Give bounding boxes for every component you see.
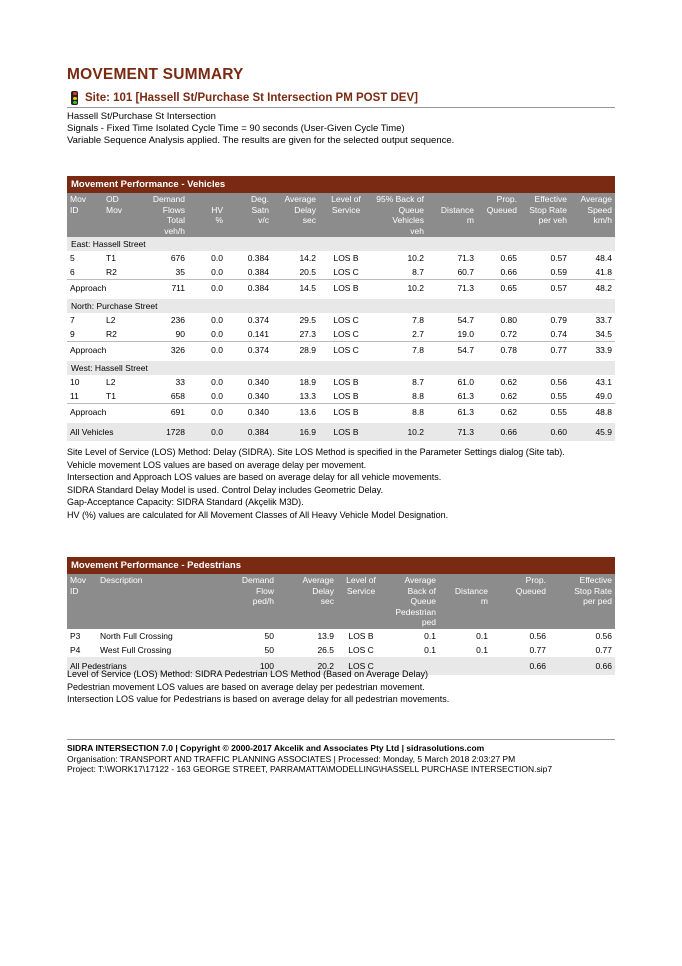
cell: 50 <box>264 630 274 641</box>
cell: 0.0 <box>211 267 223 277</box>
traffic-light-icon <box>71 91 78 105</box>
cell: 10.2 <box>373 280 427 296</box>
table-row <box>67 313 615 327</box>
column-header-line: Prop. <box>496 194 517 204</box>
column-header-line: Mov <box>70 194 87 204</box>
cell: 6 <box>70 267 75 277</box>
cell: Approach <box>67 342 143 358</box>
column-header <box>477 193 520 237</box>
column-header <box>373 193 427 237</box>
cell: 61.3 <box>457 391 474 401</box>
cell: 26.5 <box>317 644 334 655</box>
cell: All Pedestrians <box>67 657 217 675</box>
cell: LOS C <box>319 342 373 358</box>
cell: 0.340 <box>247 391 269 401</box>
column-header <box>319 193 373 237</box>
cell: 90 <box>175 329 185 339</box>
cell: 0.55 <box>550 391 567 401</box>
cell: P4 <box>70 644 81 655</box>
column-header-line: km/h <box>593 215 612 225</box>
note-line: Pedestrian movement LOS values are based on average delay per pedestrian movement. <box>67 681 425 692</box>
cell: LOS C <box>333 315 359 325</box>
cell: 0.66 <box>491 657 549 675</box>
intro-line: Signals - Fixed Time Isolated Cycle Time = 90 seconds (User-Given Cycle Time) <box>67 123 405 134</box>
cell: 0.78 <box>477 342 520 358</box>
cell: 43.1 <box>595 377 612 387</box>
column-header-line: Flow <box>256 585 274 596</box>
column-header-line: ID <box>70 585 79 596</box>
cell: 7.8 <box>373 342 427 358</box>
cell: 33 <box>175 377 185 387</box>
page-title: MOVEMENT SUMMARY <box>67 66 244 83</box>
cell: 49.0 <box>595 391 612 401</box>
cell: 48.4 <box>595 253 612 263</box>
column-header-line: Prop. <box>525 575 546 585</box>
pedestrian-notes <box>67 668 449 706</box>
column-header-line: Mov <box>106 204 123 215</box>
cell: 0.374 <box>247 315 269 325</box>
column-header-line: ped/h <box>252 596 274 606</box>
note-line: HV (%) values are calculated for All Movement Classes of All Heavy Vehicle Model Designation. <box>67 509 449 520</box>
column-header <box>188 193 226 237</box>
cell: 33.7 <box>595 315 612 325</box>
table-row <box>67 327 615 342</box>
cell: 35 <box>175 267 185 277</box>
approach-row <box>67 404 615 420</box>
cell: R2 <box>106 329 117 339</box>
column-header-line: Stop Rate <box>574 585 612 596</box>
footer-project: Project: T:\WORK17\17122 - 163 GEORGE STREET, PARRAMATTA\MODELLING\HASSELL PURCHASE INTERSECTION.sip7 <box>67 764 553 774</box>
note-line: Vehicle movement LOS values are based on average delay per movement. <box>67 459 367 470</box>
column-header-line: per veh <box>538 215 567 225</box>
table-title: Movement Performance - Vehicles <box>67 176 615 193</box>
cell: 0.0 <box>211 391 223 401</box>
cell: 0.66 <box>477 423 520 441</box>
cell: LOS B <box>319 280 373 296</box>
cell: 0.66 <box>549 657 615 675</box>
column-header-line: OD <box>106 194 119 204</box>
cell: 0.0 <box>188 342 226 358</box>
column-header-line <box>191 194 223 205</box>
column-header-line: Level of <box>331 194 361 204</box>
approach-section <box>67 299 615 313</box>
cell: 34.5 <box>595 329 612 339</box>
cell: 0.1 <box>476 630 488 641</box>
footer <box>67 739 615 775</box>
cell: 41.8 <box>595 267 612 277</box>
total-row <box>67 423 615 441</box>
cell: 0.77 <box>520 342 570 358</box>
column-header-line: veh <box>410 225 424 236</box>
cell: 0.74 <box>550 329 567 339</box>
cell: 54.7 <box>457 315 474 325</box>
cell: LOS B <box>348 630 374 641</box>
cell: 5 <box>70 253 75 263</box>
cell: 0.0 <box>211 377 223 387</box>
cell: LOS C <box>333 329 359 339</box>
cell: 14.5 <box>272 280 319 296</box>
column-header-line: 95% Back of Queue <box>376 194 424 215</box>
note-line: Gap-Acceptance Capacity: SIDRA Standard (Akçelik M3D). <box>67 497 304 507</box>
table-header-row <box>67 193 615 237</box>
cell: 0.65 <box>500 253 517 263</box>
cell: 0.72 <box>500 329 517 339</box>
column-header-line: Average <box>284 194 316 204</box>
column-header <box>67 193 103 237</box>
column-header-line: Effective <box>579 575 612 585</box>
table-row <box>67 375 615 389</box>
cell: LOS B <box>333 253 359 263</box>
cell: 29.5 <box>299 315 316 325</box>
approach-section <box>67 237 615 251</box>
column-header-line <box>430 194 474 205</box>
column-header-line: Mov <box>70 575 87 585</box>
cell: 0.66 <box>500 267 517 277</box>
cell: 0.384 <box>226 280 272 296</box>
cell: All Vehicles <box>67 423 143 441</box>
cell: 61.3 <box>427 404 477 420</box>
cell: LOS B <box>319 423 373 441</box>
column-header <box>272 193 319 237</box>
column-header-line: sec <box>320 596 334 606</box>
column-header-line: Pedestrian <box>395 606 436 617</box>
column-header <box>439 574 491 629</box>
column-header-line: Level of <box>346 575 376 585</box>
cell: Approach <box>67 404 143 420</box>
cell: 0.384 <box>247 267 269 277</box>
cell: 691 <box>143 404 188 420</box>
site-title: Site: 101 [Hassell St/Purchase St Intersection PM POST DEV] <box>85 92 418 104</box>
cell: 0.80 <box>500 315 517 325</box>
cell: 8.8 <box>412 391 424 401</box>
table-row <box>67 629 615 643</box>
cell: LOS B <box>319 404 373 420</box>
cell: 19.0 <box>457 329 474 339</box>
approach-row <box>67 342 615 358</box>
column-header-line: Speed <box>587 204 612 215</box>
cell: 7 <box>70 315 75 325</box>
cell: R2 <box>106 267 117 277</box>
cell: 0.0 <box>211 315 223 325</box>
cell: 0.0 <box>188 423 226 441</box>
cell: 0.60 <box>520 423 570 441</box>
cell: T1 <box>106 253 116 263</box>
intro-line: Hassell St/Purchase St Intersection <box>67 111 216 122</box>
cell: 2.7 <box>412 329 424 339</box>
cell: 28.9 <box>272 342 319 358</box>
column-header-line: Queued <box>515 585 546 596</box>
cell: 0.1 <box>476 644 488 655</box>
intro <box>67 111 454 147</box>
column-header-line: Distance <box>440 204 474 215</box>
cell: 0.340 <box>247 377 269 387</box>
note-line: SIDRA Standard Delay Model is used. Control Delay includes Geometric Delay. <box>67 484 383 495</box>
table-row <box>67 389 615 404</box>
column-header <box>67 574 97 629</box>
cell: 20.2 <box>277 657 337 675</box>
cell: 8.8 <box>373 404 427 420</box>
footer-organisation: Organisation: TRANSPORT AND TRAFFIC PLANNING ASSOCIATES | Processed: Monday, 5 March 2018 2:03:27 PM <box>67 753 516 764</box>
column-header-line: Deg. <box>251 194 269 204</box>
cell: 20.5 <box>299 267 316 277</box>
column-header-line: ped <box>421 617 436 627</box>
table-title-row <box>67 557 615 574</box>
column-header-line: Distance <box>454 585 488 596</box>
cell: 48.2 <box>570 280 615 296</box>
cell: LOS B <box>333 391 359 401</box>
cell: 0.0 <box>188 280 226 296</box>
cell: 14.2 <box>299 253 316 263</box>
approach-section-label: West: Hassell Street <box>67 361 615 375</box>
table-title-row <box>67 176 615 193</box>
cell: L2 <box>106 315 116 325</box>
cell: 326 <box>143 342 188 358</box>
column-header-line: Description <box>100 575 143 585</box>
column-header-line: Queued <box>486 204 517 215</box>
cell: 0.77 <box>595 644 612 655</box>
cell: 48.8 <box>570 404 615 420</box>
column-header-line: Average <box>580 194 612 204</box>
column-header <box>337 574 385 629</box>
table-header-row <box>67 574 615 629</box>
cell: 676 <box>170 253 185 263</box>
cell: LOS C <box>348 644 374 655</box>
column-header-line: Stop Rate <box>529 204 567 215</box>
column-header-line: sec <box>302 215 316 225</box>
cell: 0.1 <box>424 630 436 641</box>
cell: 10.2 <box>407 253 424 263</box>
cell: 8.7 <box>412 377 424 387</box>
cell: 711 <box>143 280 188 296</box>
cell: LOS C <box>337 657 385 675</box>
vehicles-table <box>67 176 615 441</box>
cell: 0.56 <box>595 630 612 641</box>
cell: 61.0 <box>457 377 474 387</box>
cell: P3 <box>70 630 81 641</box>
cell: 0.374 <box>226 342 272 358</box>
approach-section-label: North: Purchase Street <box>67 299 615 313</box>
cell: 71.3 <box>457 253 474 263</box>
column-header-line: Satn <box>251 204 269 215</box>
cell: 50 <box>264 644 274 655</box>
cell: 13.3 <box>299 391 316 401</box>
column-header-line: Delay <box>312 585 334 596</box>
column-header-line: Vehicles <box>392 215 424 225</box>
column-header <box>217 574 277 629</box>
column-header-line: m <box>466 215 474 225</box>
cell: 27.3 <box>299 329 316 339</box>
cell: 0.56 <box>529 630 546 641</box>
note-line: Intersection LOS value for Pedestrians is based on average delay for all pedestrian movements. <box>67 694 450 704</box>
column-header <box>549 574 615 629</box>
cell: L2 <box>106 377 116 387</box>
column-header-line: per ped <box>583 596 612 606</box>
cell: 1728 <box>143 423 188 441</box>
column-header-line: Average Back of Queue <box>404 575 436 606</box>
table-row <box>67 265 615 280</box>
table-title: Movement Performance - Pedestrians <box>67 557 615 574</box>
column-header-line: v/c <box>258 215 269 225</box>
cell: 9 <box>70 329 75 339</box>
column-header-line: Demand Flows <box>152 194 185 215</box>
column-header-line: veh/h <box>164 225 185 236</box>
note-line: Level of Service (LOS) Method: SIDRA Pedestrian LOS Method (Based on Average Delay) <box>67 669 429 679</box>
cell: 0.77 <box>529 644 546 655</box>
cell: 0.65 <box>477 280 520 296</box>
column-header <box>143 193 188 237</box>
cell: 236 <box>170 315 185 325</box>
column-header-line: Demand <box>241 575 274 585</box>
cell: 0.79 <box>550 315 567 325</box>
column-header-line: Delay <box>294 204 316 215</box>
column-header <box>491 574 549 629</box>
intro-line: Variable Sequence Analysis applied. The results are given for the selected output sequence. <box>67 135 455 146</box>
cell: 0.1 <box>424 644 436 655</box>
cell: Approach <box>67 280 143 296</box>
cell: 0.340 <box>226 404 272 420</box>
column-header <box>103 193 143 237</box>
cell: 0.384 <box>247 253 269 263</box>
cell: 18.9 <box>299 377 316 387</box>
cell: 658 <box>170 391 185 401</box>
cell: 10.2 <box>373 423 427 441</box>
cell: 45.9 <box>570 423 615 441</box>
column-header <box>277 574 337 629</box>
cell: 0.384 <box>226 423 272 441</box>
cell: 0.62 <box>477 404 520 420</box>
approach-row <box>67 280 615 296</box>
column-header-line: Service <box>346 585 376 596</box>
cell: 8.7 <box>412 267 424 277</box>
approach-section-label: East: Hassell Street <box>67 237 615 251</box>
cell: 100 <box>217 657 277 675</box>
cell: North Full Crossing <box>100 630 173 641</box>
column-header-line: Total <box>167 215 185 225</box>
column-header-line: HV <box>211 204 223 215</box>
cell: 0.0 <box>211 253 223 263</box>
approach-section <box>67 361 615 375</box>
cell: 0.62 <box>500 391 517 401</box>
cell: 10 <box>70 377 80 387</box>
cell: 0.0 <box>211 329 223 339</box>
cell: 0.56 <box>550 377 567 387</box>
cell: 7.8 <box>412 315 424 325</box>
column-header <box>385 574 439 629</box>
column-header-line: Effective <box>534 194 567 204</box>
column-header-line: Average <box>302 575 334 585</box>
pedestrians-table <box>67 557 615 675</box>
column-header-line: % <box>215 215 223 225</box>
cell: 16.9 <box>272 423 319 441</box>
table-row <box>67 643 615 657</box>
column-header <box>226 193 272 237</box>
cell: LOS B <box>333 377 359 387</box>
vehicle-notes <box>67 446 565 521</box>
cell: 0.55 <box>520 404 570 420</box>
cell: 0.141 <box>247 329 269 339</box>
note-line: Site Level of Service (LOS) Method: Delay (SIDRA). Site LOS Method is specified in the Parameter Settings dialog (Site tab). <box>67 447 565 457</box>
cell: 54.7 <box>427 342 477 358</box>
table-row <box>67 251 615 265</box>
cell: 11 <box>70 391 79 401</box>
cell: 13.9 <box>317 630 334 641</box>
cell: 71.3 <box>427 280 477 296</box>
column-header-line <box>442 575 488 586</box>
column-header <box>570 193 615 237</box>
cell: 0.59 <box>550 267 567 277</box>
cell: LOS C <box>333 267 359 277</box>
footer-copyright: SIDRA INTERSECTION 7.0 | Copyright © 2000-2017 Akcelik and Associates Pty Ltd | sidrasolutions.com <box>67 743 485 753</box>
column-header-line: m <box>480 596 488 606</box>
column-header-line: ID <box>70 204 79 215</box>
cell: 60.7 <box>457 267 474 277</box>
cell: 0.62 <box>500 377 517 387</box>
site-heading <box>67 90 615 108</box>
cell: 0.0 <box>188 404 226 420</box>
cell: 71.3 <box>427 423 477 441</box>
cell: West Full Crossing <box>100 644 172 655</box>
cell: T1 <box>106 391 116 401</box>
column-header <box>97 574 217 629</box>
cell: 0.57 <box>520 280 570 296</box>
cell: 13.6 <box>272 404 319 420</box>
column-header <box>427 193 477 237</box>
column-header-line: Service <box>331 204 361 215</box>
column-header <box>520 193 570 237</box>
cell: 0.57 <box>550 253 567 263</box>
note-line: Intersection and Approach LOS values are based on average delay for all vehicle movements. <box>67 472 442 482</box>
cell: 33.9 <box>570 342 615 358</box>
